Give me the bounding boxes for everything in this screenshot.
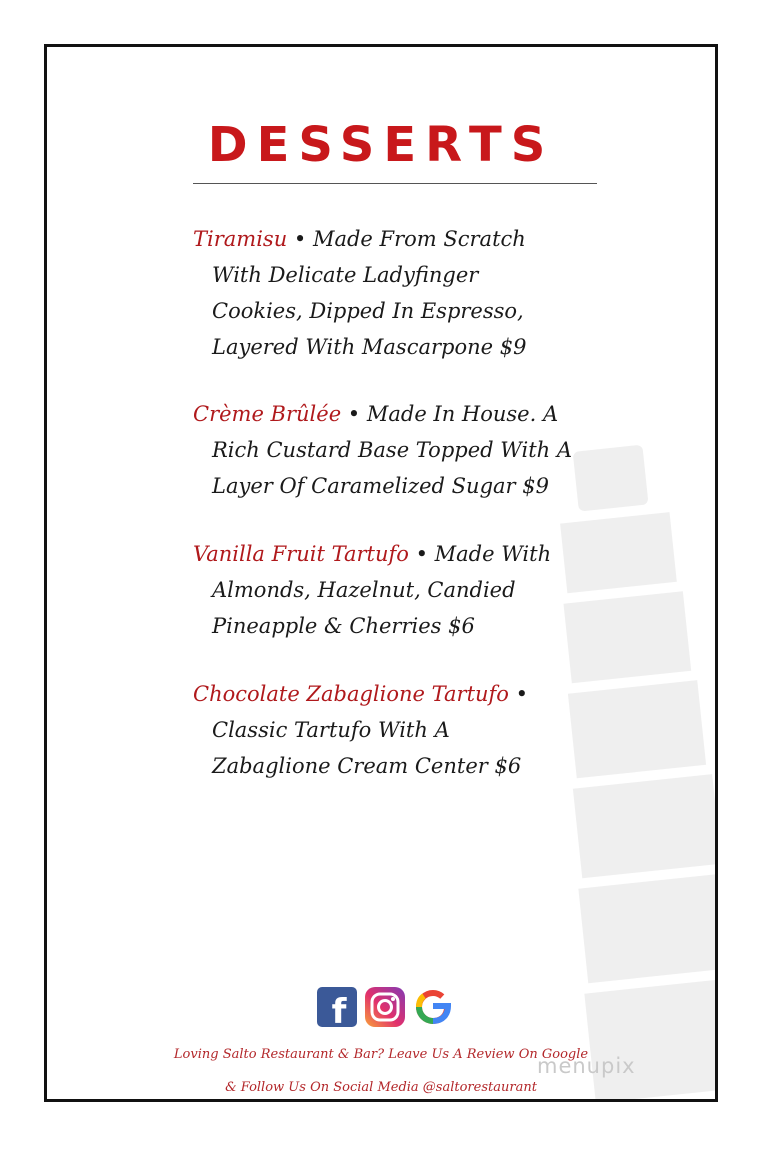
menu-item-first-line: [193, 676, 613, 712]
footer-social-line: & Follow Us On Social Media @saltorestaurant: [225, 1080, 537, 1095]
menu-item-creme-brulee: [193, 396, 613, 504]
menu-item-name: Crème Brûlée: [193, 402, 342, 426]
social-icons: [317, 987, 457, 1027]
menu-item-first-line: [193, 396, 613, 432]
menu-item-first-line: [193, 221, 613, 257]
menu-item-name: Tiramisu: [193, 227, 288, 251]
facebook-glyph: f: [331, 992, 347, 1027]
instagram-icon[interactable]: [365, 987, 405, 1027]
menu-item-name: Vanilla Fruit Tartufo: [193, 542, 409, 566]
title-divider: [193, 183, 597, 184]
menu-item-description-line: Cookies, Dipped In Espresso,: [212, 299, 524, 323]
menu-item-vanilla-fruit-tartufo: [193, 536, 613, 644]
menu-item-chocolate-zabaglione-tartufo: [193, 676, 613, 784]
footer-review-line: Loving Salto Restaurant & Bar? Leave Us A Review On Google: [173, 1047, 589, 1062]
menu-item-name: Chocolate Zabaglione Tartufo: [193, 682, 509, 706]
facebook-icon[interactable]: [317, 987, 357, 1027]
menu-item-description-line: Layered With Mascarpone $9: [212, 335, 527, 359]
menu-item-first-line: [193, 536, 613, 572]
menu-item-description-line: Almonds, Hazelnut, Candied: [212, 578, 516, 602]
watermark-text: menupix: [537, 1054, 636, 1078]
menu-item-tiramisu: [193, 221, 613, 365]
menu-item-description-line: •: [508, 682, 529, 706]
menu-item-description-line: Classic Tartufo With A: [212, 718, 450, 742]
menu-item-description-line: With Delicate Ladyfinger: [212, 263, 479, 287]
menu-item-description-line: • Made With: [408, 542, 552, 566]
menu-item-description-line: Rich Custard Base Topped With A: [212, 438, 572, 462]
menu-page: [44, 44, 718, 1102]
menu-item-description-line: Zabaglione Cream Center $6: [212, 754, 522, 778]
menu-item-description-line: Layer Of Caramelized Sugar $9: [212, 474, 549, 498]
google-icon[interactable]: [413, 987, 453, 1027]
menu-item-description-line: Pineapple & Cherries $6: [212, 614, 475, 638]
menu-item-description-line: • Made From Scratch: [287, 227, 526, 251]
menu-item-description-line: • Made In House. A: [341, 402, 559, 426]
page-title: DESSERTS: [207, 117, 555, 173]
